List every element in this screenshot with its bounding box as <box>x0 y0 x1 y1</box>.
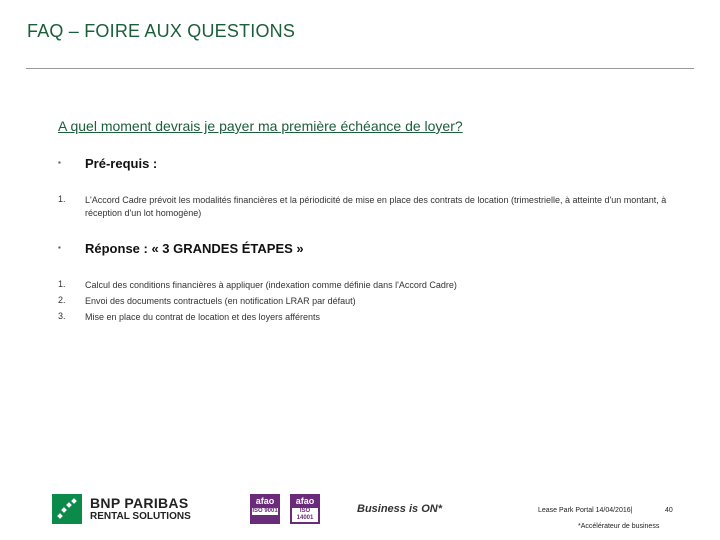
star-icon <box>66 502 72 508</box>
answer-heading: Réponse : « 3 GRANDES ÉTAPES » <box>85 241 304 256</box>
afao-iso14001-badge <box>290 494 320 524</box>
item-text: Envoi des documents contractuels (en notification LRAR par défaut) <box>85 296 356 306</box>
stars-logo-icon <box>52 494 82 524</box>
answer-row <box>58 241 698 256</box>
footer-info: Lease Park Portal 14/04/2016| <box>538 507 633 514</box>
question-heading: A quel moment devrais je payer ma première échéance de loyer? <box>58 118 463 134</box>
slogan: Business is ON* <box>357 503 442 515</box>
item-text: Calcul des conditions financières à appliquer (indexation comme définie dans l'Accord Cadre) <box>85 280 457 290</box>
item-number: 2. <box>58 295 66 305</box>
bullet-marker: ▪ <box>58 243 61 252</box>
bullet-marker: ▪ <box>58 158 61 167</box>
item-number: 1. <box>58 279 66 289</box>
company-logo <box>52 494 191 524</box>
footnote: *Accélérateur de business <box>578 523 660 530</box>
item-number: 3. <box>58 311 66 321</box>
logo-name: BNP PARIBAS <box>90 494 189 511</box>
page-title: FAQ – FOIRE AUX QUESTIONS <box>27 21 296 41</box>
prerequisites-heading: Pré-requis : <box>85 156 158 171</box>
badge-cert: ISO 14001 <box>292 508 318 522</box>
answer-item <box>58 295 698 308</box>
badge-cert: ISO 9001 <box>252 508 278 514</box>
badge-label: afao <box>295 496 315 506</box>
star-icon <box>71 498 77 504</box>
item-text: Mise en place du contrat de location et des loyers afférents <box>85 312 320 322</box>
item-text: L'Accord Cadre prévoit les modalités financières et la périodicité de mise en place des contrats de location (trimestrielle, à atteinte d'un montant, à réception d'un lot homogène) <box>85 195 667 218</box>
title-divider <box>26 68 694 69</box>
prerequisite-item <box>58 194 698 220</box>
answer-item <box>58 311 698 324</box>
page-number: 40 <box>665 507 673 514</box>
prerequisites-row <box>58 156 698 171</box>
logo-subname: RENTAL SOLUTIONS <box>90 510 191 522</box>
item-number: 1. <box>58 194 66 204</box>
star-icon <box>61 507 67 513</box>
star-icon <box>57 513 63 519</box>
afao-iso9001-badge <box>250 494 280 524</box>
badge-label: afao <box>255 496 275 506</box>
answer-item <box>58 279 698 292</box>
